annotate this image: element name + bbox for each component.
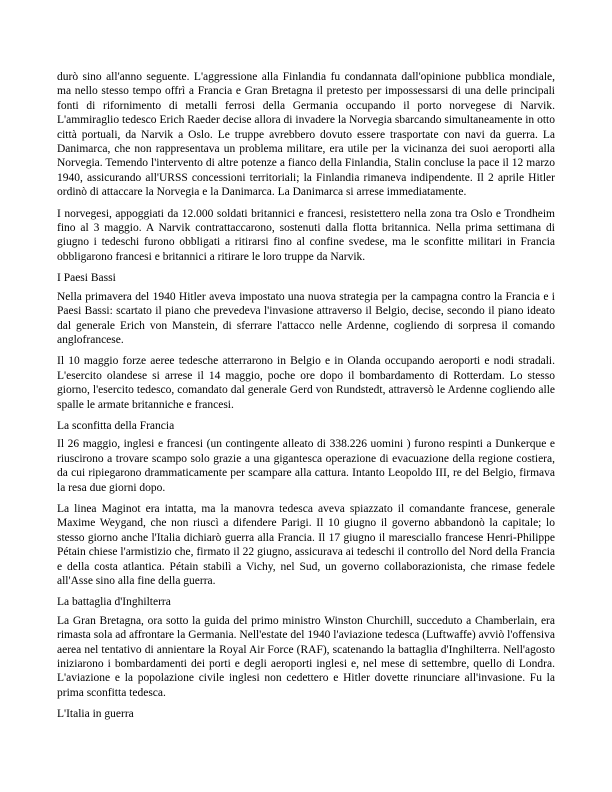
paragraph-norwegian-resistance: I norvegesi, appoggiati da 12.000 soldati britannici e francesi, resistettero nella zona tra Oslo e Trondheim fino al 3 maggio. A Narvik contrattaccarono, sostenuti dalla flotta britannica. Nella prima settimana di giugno i tedeschi furono obbligati a ritirarsi fino al confine svedese, ma le sconfitte militari in Francia obbligarono francesi e britannici a ritirare le loro truppe da Narvik. [57, 207, 555, 263]
paragraph-may-10-invasion: Il 10 maggio forze aeree tedesche atterrarono in Belgio e in Olanda occupando aeroporti e nodi stradali. L'esercito olandese si arrese il 14 maggio, poche ore dopo il bombardamento di Rotterdam. Lo stesso giorno, l'esercito tedesco, comandato dal generale Gerd von Rundstedt, attraversò le Ardenne cogliendo alle spalle le armate britanniche e francesi. [57, 355, 555, 411]
heading-italia-in-guerra: L'Italia in guerra [57, 708, 134, 721]
heading-paesi-bassi: I Paesi Bassi [57, 272, 116, 285]
heading-battaglia-inghilterra: La battaglia d'Inghilterra [57, 596, 171, 609]
paragraph-dunkerque: Il 26 maggio, inglesi e francesi (un contingente alleato di 338.226 uomini ) furono respinti a Dunkerque e riuscirono a trovare scampo solo grazie a una gigantesca operazione di evacuazione della regione costiera, da cui ripiegarono drammaticamente per scampare alla cattura. Intanto Leopoldo III, re del Belgio, firmava la resa due giorni dopo. [57, 438, 555, 494]
paragraph-new-strategy: Nella primavera del 1940 Hitler aveva impostato una nuova strategia per la campagna contro la Francia e i Paesi Bassi: scartato il piano che prevedeva l'invasione attraverso il Belgio, decise, secondo il piano ideato dal generale Erich von Manstein, di sferrare l'attacco nelle Ardenne, cogliendo di sorpresa il comando anglofrancese. [57, 290, 555, 346]
heading-sconfitta-francia: La sconfitta della Francia [57, 419, 175, 432]
document-page [57, 70, 555, 726]
paragraph-maginot-armistice: La linea Maginot era intatta, ma la manovra tedesca aveva spiazzato il comandante francese, generale Maxime Weygand, che non riuscì a difendere Parigi. Il 10 giugno il governo abbandonò la capitale; lo stesso giorno anche l'Italia dichiarò guerra alla Francia. Il 17 giugno il maresciallo francese Henri-Philippe Pétain chiese l'armistizio che, firmato il 22 giugno, assicurava ai tedeschi il controllo del Nord della Francia e della costa atlantica. Pétain stabilì a Vichy, nel Sud, un governo collaborazionista, che rimase fedele all'Asse sino alla fine della guerra. [57, 502, 555, 587]
paragraph-finland-norway: durò sino all'anno seguente. L'aggressione alla Finlandia fu condannata dall'opinione pubblica mondiale, ma nello stesso tempo offrì a Francia e Gran Bretagna il pretesto per impossessarsi di una delle principali fonti di rifornimento di metalli ferrosi della Germania occupando il porto norvegese di Narvik. L'ammiraglio tedesco Erich Raeder decise allora di invadere la Norvegia sbarcando simultaneamente in otto città portuali, da Narvik a Oslo. Le truppe avrebbero dovuto essere trasportate con navi da guerra. La Danimarca, che non rappresentava un problema militare, era utile per la vicinanza dei suoi aeroporti alla Norvegia. Temendo l'intervento di altre potenze a fianco della Finlandia, Stalin concluse la pace il 12 marzo 1940, assicurando all'URSS concessioni territoriali; la Finlandia rimaneva indipendente. Il 2 aprile Hitler ordinò di attaccare la Norvegia e la Danimarca. La Danimarca si arrese immediatamente. [57, 71, 555, 199]
paragraph-battle-of-britain: La Gran Bretagna, ora sotto la guida del primo ministro Winston Churchill, succeduto a Chamberlain, era rimasta sola ad affrontare la Germania. Nell'estate del 1940 l'aviazione tedesca (Luftwaffe) avviò l'offensiva aerea nel tentativo di annientare la Royal Air Force (RAF), scatenando la battaglia d'Inghilterra. Nell'agosto iniziarono i bombardamenti dei porti e degli aeroporti inglesi e, nel mese di settembre, quello di Londra. L'aviazione e la popolazione civile inglesi non cedettero e Hitler dovette rinunciare all'invasione. Fu la prima sconfitta tedesca. [57, 614, 555, 699]
